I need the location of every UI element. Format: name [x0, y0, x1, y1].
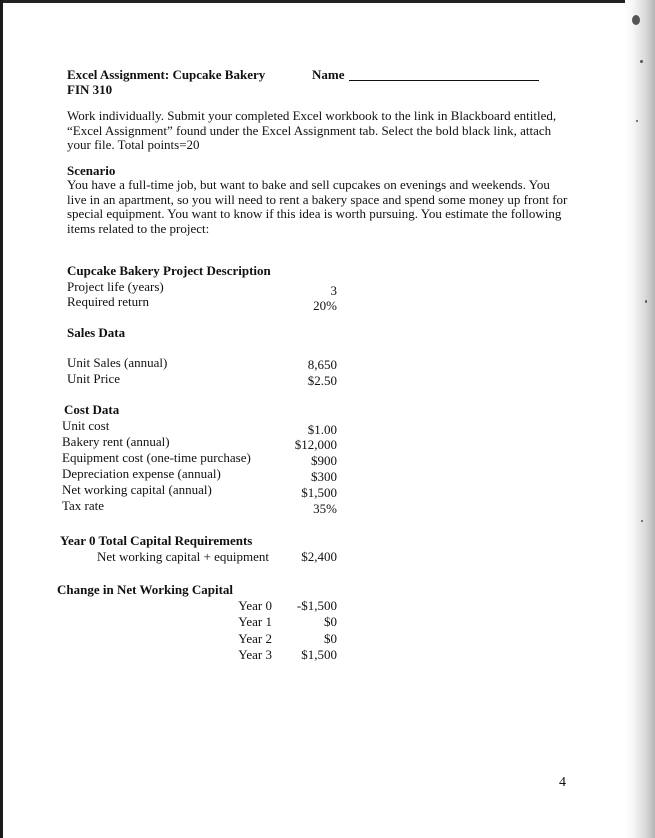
nwc-change-heading: Change in Net Working Capital	[57, 582, 234, 597]
page-number: 4	[559, 775, 566, 790]
scan-speck	[645, 300, 647, 303]
nwc-year-0-label: Year 0	[238, 598, 272, 613]
scan-speck	[641, 520, 643, 522]
course-code: FIN 310	[67, 82, 113, 97]
scenario-heading: Scenario	[67, 163, 116, 178]
unit-price-label: Unit Price	[67, 371, 121, 386]
scenario-line: items related to the project:	[67, 220, 210, 236]
assignment-title: Excel Assignment: Cupcake Bakery	[67, 67, 266, 82]
capital-label: Net working capital + equipment	[97, 549, 269, 564]
tax-rate-value: 35%	[313, 501, 337, 516]
scan-speck	[640, 60, 643, 63]
nwc-year-2-value: $0	[324, 631, 337, 646]
instructions-line: your file. Total points=20	[67, 137, 200, 152]
sales-heading: Sales Data	[67, 325, 126, 340]
nwc-year-3-label: Year 3	[238, 647, 272, 662]
required-return-label: Required return	[67, 294, 149, 309]
scenario-line: special equipment. You want to know if this idea is worth pursuing. You estimate the following	[67, 206, 562, 221]
unit-price-value: $2.50	[307, 373, 337, 388]
nwc-year-1-value: $0	[324, 614, 337, 629]
instructions-line: “Excel Assignment” found under the Excel Assignment tab. Select the bold black link, attach	[67, 122, 552, 138]
tax-rate-label: Tax rate	[62, 498, 105, 513]
bakery-rent-label: Bakery rent (annual)	[62, 434, 170, 449]
unit-cost-label: Unit cost	[62, 418, 110, 433]
nwc-year-0-value: -$1,500	[296, 598, 337, 613]
scan-left-edge	[0, 0, 3, 838]
scenario-line: You have a full-time job, but want to bake and sell cupcakes on evenings and weekends. You	[67, 177, 550, 192]
capital-value: $2,400	[301, 549, 337, 564]
name-blank-line	[349, 80, 539, 81]
name-label: Name	[312, 67, 345, 82]
nwc-annual-value: $1,500	[301, 485, 337, 500]
equipment-cost-label: Equipment cost (one-time purchase)	[62, 450, 251, 465]
capital-heading: Year 0 Total Capital Requirements	[60, 533, 253, 548]
instructions-paragraph	[67, 109, 556, 153]
scan-top-edge	[0, 0, 655, 3]
scenario-line: live in an apartment, so you will need to rent a bakery space and spend some money up front for	[67, 191, 568, 207]
nwc-annual-label: Net working capital (annual)	[62, 482, 212, 497]
unit-cost-value: $1.00	[307, 422, 337, 437]
project-life-label: Project life (years)	[67, 279, 164, 294]
bakery-rent-value: $12,000	[294, 437, 337, 452]
depreciation-label: Depreciation expense (annual)	[62, 466, 221, 481]
scan-speck	[632, 15, 640, 25]
instructions-line: Work individually. Submit your completed Excel workbook to the link in Blackboard entitled,	[67, 108, 557, 123]
project-heading: Cupcake Bakery Project Description	[67, 263, 271, 278]
scan-right-shadow	[625, 0, 655, 838]
scan-speck	[636, 120, 638, 122]
nwc-year-2-label: Year 2	[238, 631, 272, 646]
scenario-paragraph	[67, 178, 567, 236]
equipment-cost-value: $900	[311, 453, 337, 468]
nwc-year-3-value: $1,500	[301, 647, 337, 662]
cost-heading: Cost Data	[64, 402, 120, 417]
depreciation-value: $300	[311, 469, 337, 484]
nwc-year-1-label: Year 1	[238, 614, 272, 629]
unit-sales-value: 8,650	[307, 357, 337, 372]
unit-sales-label: Unit Sales (annual)	[67, 355, 168, 370]
required-return-value: 20%	[313, 298, 337, 313]
project-life-value: 3	[330, 283, 337, 298]
